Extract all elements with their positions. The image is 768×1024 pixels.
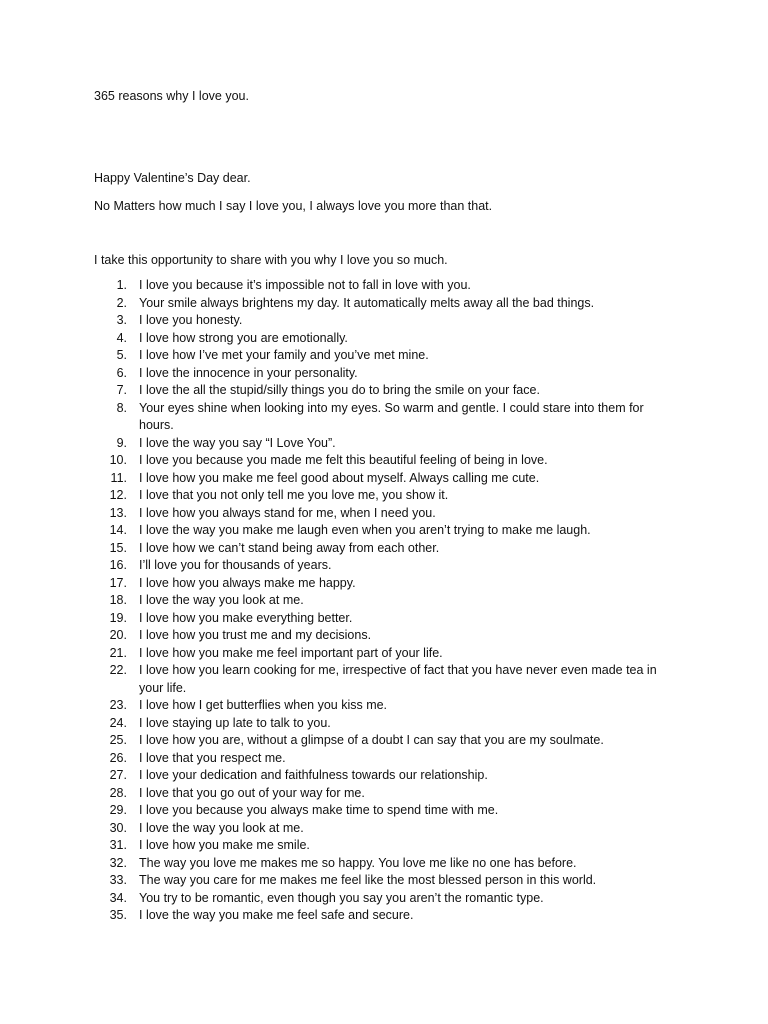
list-item-text: I love how you always stand for me, when I need you. — [139, 505, 436, 520]
list-item — [94, 872, 694, 890]
list-item — [94, 505, 694, 523]
list-item-text: I love how we can’t stand being away from each other. — [139, 540, 440, 555]
list-item-text: I love how you make me feel important part of your life. — [139, 645, 443, 660]
list-item — [94, 785, 694, 803]
list-item-number: 14. — [109, 523, 127, 537]
list-item-text: I love the way you say “I Love You”. — [139, 435, 336, 450]
list-item-number: 21. — [109, 645, 127, 660]
list-item-text: I love how you make me smile. — [139, 838, 310, 852]
list-item — [94, 750, 694, 768]
list-item-text: I love how you trust me and my decisions. — [139, 628, 372, 642]
list-item-number: 35. — [109, 908, 127, 922]
list-item — [94, 575, 694, 593]
list-item-number: 22. — [109, 663, 127, 677]
list-item-number: 3. — [116, 313, 127, 327]
list-item — [94, 557, 694, 575]
list-item-number: 1. — [116, 278, 127, 292]
list-item — [94, 400, 694, 435]
list-item — [94, 277, 694, 295]
list-item-number: 11. — [110, 470, 127, 485]
intro-line: I take this opportunity to share with you why I love you so much. — [94, 253, 448, 267]
list-item — [94, 470, 694, 488]
list-item-text: I love how I’ve met your family and you’ve met mine. — [139, 348, 429, 362]
list-item-number: 2. — [116, 295, 127, 310]
list-item — [94, 890, 694, 908]
list-item — [94, 330, 694, 348]
list-item — [94, 522, 694, 540]
list-item-text: I love how you are, without a glimpse of a doubt I can say that you are my soulmate. — [139, 733, 604, 747]
list-item-number: 31. — [109, 838, 127, 852]
list-item — [94, 365, 694, 383]
list-item-number: 24. — [109, 715, 127, 730]
list-item — [94, 802, 694, 820]
list-item-text: I love your dedication and faithfulness towards our relationship. — [139, 768, 488, 782]
document-title: 365 reasons why I love you. — [94, 89, 249, 103]
list-item-text: The way you love me makes me so happy. You love me like no one has before. — [139, 855, 577, 870]
list-item-text: Your eyes shine when looking into my eyes. So warm and gentle. I could stare into them for hours. — [139, 400, 644, 432]
list-item-number: 33. — [109, 873, 127, 887]
list-item-text: I love you because it’s impossible not to fall in love with you. — [139, 278, 471, 292]
list-item-text: The way you care for me makes me feel like the most blessed person in this world. — [139, 873, 597, 887]
list-item-number: 25. — [109, 733, 127, 747]
list-item-number: 12. — [109, 488, 127, 502]
list-item-number: 29. — [109, 803, 127, 817]
list-item-number: 20. — [109, 628, 127, 642]
list-item — [94, 382, 694, 400]
list-item-number: 5. — [116, 348, 127, 362]
list-item — [94, 540, 694, 558]
list-item — [94, 767, 694, 785]
list-item-number: 9. — [116, 435, 127, 450]
list-item-number: 23. — [109, 698, 127, 712]
list-item — [94, 715, 694, 733]
list-item-text: I love the way you make me feel safe and secure. — [139, 908, 414, 922]
list-item-number: 26. — [109, 750, 127, 765]
list-item — [94, 295, 694, 313]
list-item-number: 30. — [109, 820, 127, 835]
list-item — [94, 907, 694, 925]
list-item — [94, 312, 694, 330]
list-item-number: 19. — [109, 610, 127, 625]
list-item — [94, 347, 694, 365]
list-item-number: 34. — [109, 890, 127, 905]
list-item-text: I’ll love you for thousands of years. — [139, 558, 332, 572]
greeting-line: Happy Valentine’s Day dear. — [94, 171, 251, 185]
list-item — [94, 820, 694, 838]
love-statement: No Matters how much I say I love you, I always love you more than that. — [94, 199, 493, 213]
list-item-text: I love the way you look at me. — [139, 820, 304, 835]
list-item-text: I love how you always make me happy. — [139, 575, 356, 590]
list-item-number: 15. — [109, 540, 127, 555]
list-item — [94, 662, 694, 697]
list-item — [94, 645, 694, 663]
list-item — [94, 627, 694, 645]
list-item-text: I love the way you look at me. — [139, 593, 304, 607]
list-item-number: 18. — [109, 593, 127, 607]
list-item-text: I love you because you made me felt this beautiful feeling of being in love. — [139, 453, 548, 467]
list-item-number: 32. — [109, 855, 127, 870]
list-item-number: 28. — [109, 785, 127, 800]
list-item-text: I love that you not only tell me you love me, you show it. — [139, 488, 449, 502]
list-item — [94, 697, 694, 715]
list-item-text: I love that you respect me. — [139, 750, 286, 765]
list-item-number: 8. — [116, 400, 127, 415]
list-item-text: I love you because you always make time to spend time with me. — [139, 803, 499, 817]
list-item-text: I love how you learn cooking for me, irrespective of fact that you have never even made tea in your life. — [139, 663, 657, 695]
list-item — [94, 837, 694, 855]
reasons-list — [94, 277, 694, 925]
list-item-number: 16. — [109, 558, 127, 572]
list-item — [94, 487, 694, 505]
list-item-number: 10. — [109, 453, 127, 467]
list-item-text: I love you honesty. — [139, 313, 243, 327]
list-item-text: I love that you go out of your way for me. — [139, 785, 365, 800]
list-item-text: You try to be romantic, even though you say you aren’t the romantic type. — [139, 890, 544, 905]
list-item-number: 27. — [109, 768, 127, 782]
list-item-text: Your smile always brightens my day. It automatically melts away all the bad things. — [139, 295, 595, 310]
list-item-number: 6. — [116, 365, 127, 380]
list-item — [94, 452, 694, 470]
list-item — [94, 610, 694, 628]
list-item-text: I love how I get butterflies when you kiss me. — [139, 698, 388, 712]
list-item — [94, 435, 694, 453]
list-item-text: I love the all the stupid/silly things you do to bring the smile on your face. — [139, 383, 540, 397]
list-item-number: 4. — [116, 330, 127, 345]
list-item-text: I love the way you make me laugh even when you aren’t trying to make me laugh. — [139, 523, 591, 537]
list-item — [94, 592, 694, 610]
list-item — [94, 855, 694, 873]
list-item-number: 7. — [116, 383, 127, 397]
list-item-text: I love staying up late to talk to you. — [139, 715, 331, 730]
list-item-number: 17. — [109, 575, 127, 590]
list-item-text: I love how strong you are emotionally. — [139, 330, 348, 345]
list-item — [94, 732, 694, 750]
list-item-text: I love how you make everything better. — [139, 610, 353, 625]
list-item-text: I love how you make me feel good about myself. Always calling me cute. — [139, 470, 540, 485]
list-item-text: I love the innocence in your personality. — [139, 365, 358, 380]
list-item-number: 13. — [109, 505, 127, 520]
